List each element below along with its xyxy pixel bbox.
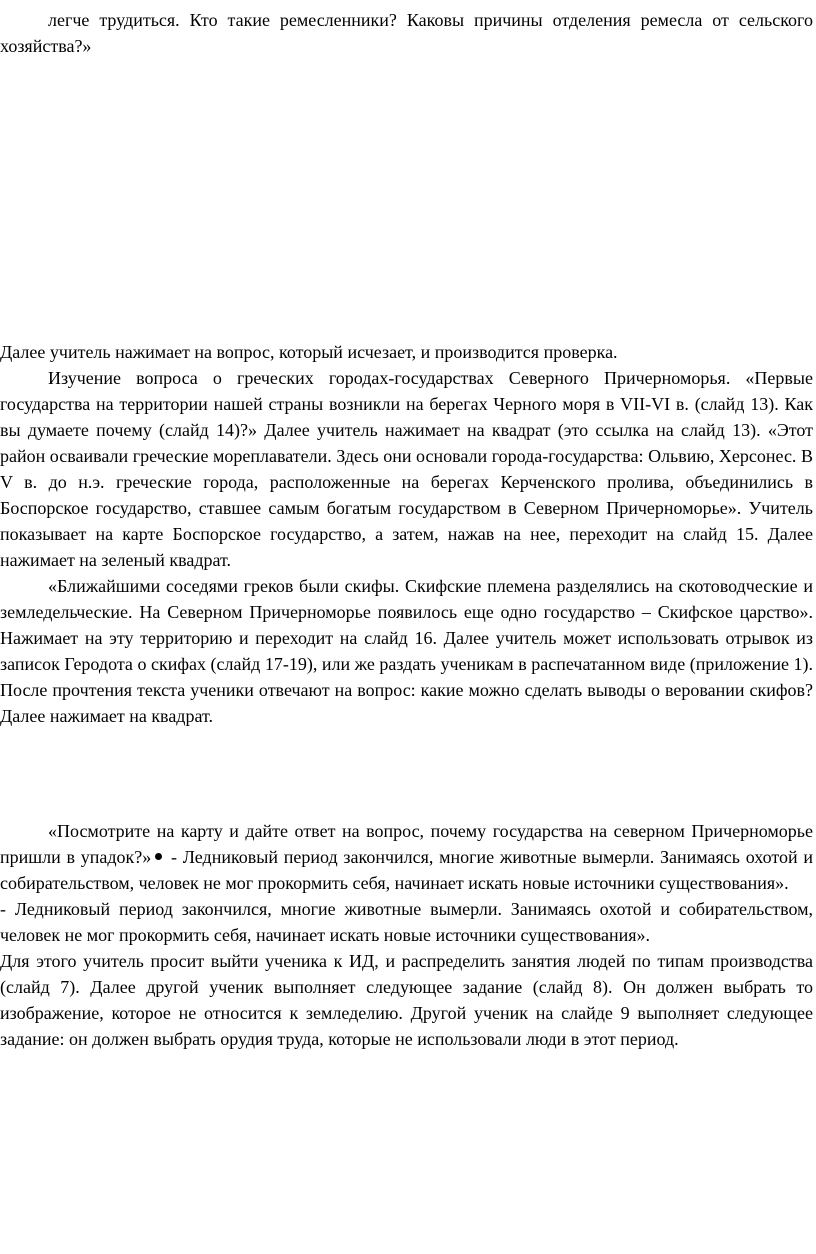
intro-block	[0, 7, 813, 59]
map-question-text: «Посмотрите на карту и дайте ответ на вопрос, почему государства на северном Причерноморье пришли в упадок?»	[0, 821, 813, 867]
map-answer-text: - Ледниковый период закончился, многие животные вымерли. Занимаясь охотой и собирательством, человек не мог прокормить себя, начинает искать новые источники существования».	[0, 847, 813, 893]
paragraph-map-question	[0, 818, 813, 896]
paragraph-top: легче трудиться. Кто такие ремесленники? Каковы причины отделения ремесла от сельского хозяйства?»	[0, 10, 813, 56]
paragraph-final-task: Для этого учитель просит выйти ученика к ИД, и распределить занятия людей по типам производства (слайд 7). Далее другой ученик выполняет следующее задание (слайд 8). Он должен выбрать то изображение, которое не относится к земледелию. Другой ученик на слайде 9 выполняет следующее задание: он должен выбрать орудия труда, которые не использовали люди в этот период.	[0, 951, 813, 1049]
bottom-block	[0, 818, 813, 1052]
paragraph-scythians: «Ближайшими соседями греков были скифы. Скифские племена разделялись на скотоводческие и земледельческие. На Северном Причерноморье появилось еще одно государство – Скифское царство». Нажимает на эту территорию и переходит на слайд 16. Далее учитель может использовать отрывок из записок Геродота о скифах (слайд 17-19), или же раздать ученикам в распечатанном виде (приложение 1). После прочтения текста ученики отвечают на вопрос: какие можно сделать выводы о веровании скифов? Далее нажимает на квадрат.	[0, 576, 813, 726]
bullet-icon	[155, 853, 162, 860]
main-block	[0, 339, 813, 729]
paragraph-dash-answer: - Ледниковый период закончился, многие животные вымерли. Занимаясь охотой и собирательством, человек не мог прокормить себя, начинает искать новые источники существования».	[0, 899, 813, 945]
paragraph-check: Далее учитель нажимает на вопрос, который исчезает, и производится проверка.	[0, 342, 618, 362]
paragraph-greek-cities: Изучение вопроса о греческих городах-государствах Северного Причерноморья. «Первые государства на территории нашей страны возникли на берегах Черного моря в VII-VI в. (слайд 13). Как вы думаете почему (слайд 14)?» Далее учитель нажимает на квадрат (это ссылка на слайд 13). «Этот район осваивали греческие мореплаватели. Здесь они основали города-государства: Ольвию, Херсонес. В V в. до н.э. греческие города, расположенные на берегах Керченского пролива, объединились в Боспорское государство, ставшее самым богатым государством в Северном Причерноморье». Учитель показывает на карте Боспорское государство, а затем, нажав на нее, переходит на слайд 15. Далее нажимает на зеленый квадрат.	[0, 368, 813, 570]
